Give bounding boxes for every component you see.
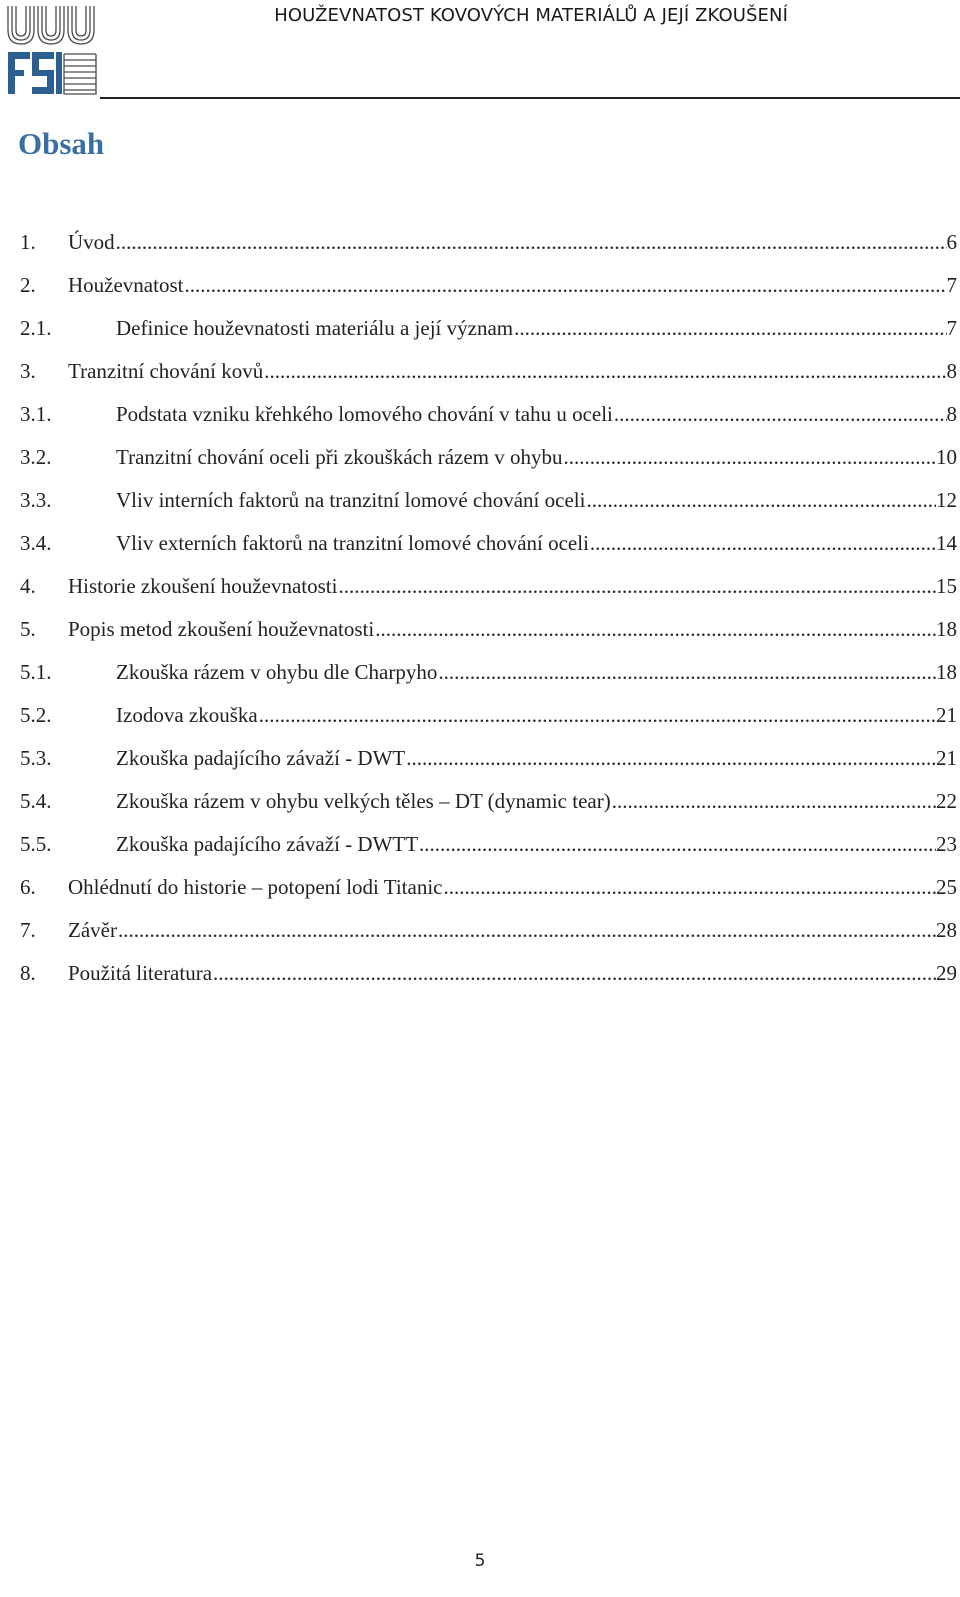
toc-entry-body [116,834,957,855]
toc-dot-leader [212,963,936,984]
toc-entry-title[interactable]: Historie zkoušení houževnatosti [68,574,338,598]
toc-entry-body [116,748,957,769]
toc-entry[interactable] [20,949,957,992]
toc-entry[interactable] [20,820,957,863]
toc-entry-title[interactable]: Ohlédnutí do historie – potopení lodi Titanic [68,875,443,899]
toc-entry-number: 2.1. [20,316,52,340]
toc-entry-page: 6 [946,230,957,254]
toc-entry-page: 14 [936,531,957,555]
fsi-logo [6,4,98,101]
toc-dot-leader [613,404,947,425]
toc-entry[interactable] [20,476,957,519]
toc-entry-page: 25 [936,875,957,899]
toc-dot-leader [513,318,946,339]
toc-entry-title[interactable]: Úvod [68,230,115,254]
toc-entry[interactable] [20,433,957,476]
toc-entry-title[interactable]: Zkouška rázem v ohybu dle Charpyho [116,660,438,684]
toc-entry-body [68,361,957,382]
toc-dot-leader [589,533,936,554]
toc-entry-number: 1. [20,230,36,254]
toc-dot-leader [437,662,936,683]
toc-entry[interactable] [20,218,957,261]
toc-dot-leader [183,275,946,296]
toc-entry-number: 4. [20,574,36,598]
toc-entry[interactable] [20,648,957,691]
toc-entry-page: 21 [936,746,957,770]
toc-entry-title[interactable]: Zkouška padajícího závaží - DWTT [116,832,419,856]
toc-entry-title[interactable]: Podstata vzniku křehkého lomového chování v tahu u oceli [116,402,613,426]
toc-entry-number: 6. [20,875,36,899]
toc-entry-title[interactable]: Vliv interních faktorů na tranzitní lomové chování oceli [116,488,586,512]
page-number: 5 [474,1551,486,1571]
toc-entry-body [116,490,957,511]
toc-entry-page: 28 [936,918,957,942]
toc-entry-number: 2. [20,273,36,297]
toc-entry-page: 8 [946,359,957,383]
header-title: HOUŽEVNATOST KOVOVÝCH MATERIÁLŮ A JEJÍ ZKOUŠENÍ [274,5,788,26]
toc-entry-title[interactable]: Tranzitní chování oceli při zkouškách rázem v ohybu [116,445,563,469]
toc-entry[interactable] [20,777,957,820]
page-header [0,0,960,100]
toc-entry-title[interactable]: Závěr [68,918,117,942]
toc-entry-title[interactable]: Popis metod zkoušení houževnatosti [68,617,375,641]
toc-dot-leader [585,490,936,511]
toc-dot-leader [258,705,936,726]
toc-dot-leader [263,361,946,382]
toc-entry-page: 7 [946,273,957,297]
toc-entry-page: 18 [936,617,957,641]
toc-entry-body [68,920,957,941]
toc-entry-number: 3. [20,359,36,383]
toc-entry-title[interactable]: Vliv externích faktorů na tranzitní lomové chování oceli [116,531,589,555]
toc-entry[interactable] [20,734,957,777]
toc-entry-body [116,318,957,339]
toc-entry-page: 15 [936,574,957,598]
toc-entry[interactable] [20,906,957,949]
toc-entry-title[interactable]: Zkouška rázem v ohybu velkých těles – DT (dynamic tear) [116,789,611,813]
toc-entry-page: 18 [936,660,957,684]
toc-entry-title[interactable]: Izodova zkouška [116,703,258,727]
toc-entry-page: 12 [936,488,957,512]
toc-entry-body [68,232,957,253]
toc-entry[interactable] [20,347,957,390]
toc-entry[interactable] [20,605,957,648]
toc-dot-leader [563,447,936,468]
toc-entry-body [68,877,957,898]
toc-entry-title[interactable]: Definice houževnatosti materiálu a její význam [116,316,514,340]
toc-entry-body [116,404,957,425]
toc-entry-body [68,275,957,296]
toc-dot-leader [115,232,947,253]
toc-entry-title[interactable]: Tranzitní chování kovů [68,359,264,383]
toc-entry-page: 8 [946,402,957,426]
toc-entry-number: 3.2. [20,445,52,469]
toc-entry-page: 22 [936,789,957,813]
toc-entry-number: 3.4. [20,531,52,555]
toc-dot-leader [374,619,936,640]
toc-entry-number: 5.4. [20,789,52,813]
toc-title: Obsah [18,126,105,161]
toc-entry[interactable] [20,691,957,734]
toc-entry-body [68,619,957,640]
toc-entry-body [116,533,957,554]
header-divider [100,97,960,99]
toc-entry-body [116,447,957,468]
toc-dot-leader [117,920,936,941]
toc-dot-leader [443,877,937,898]
toc-entry-page: 21 [936,703,957,727]
toc-dot-leader [611,791,936,812]
toc-entry-page: 10 [936,445,957,469]
toc-entry-body [68,963,957,984]
toc-entry-page: 29 [936,961,957,985]
toc-entry-body [116,662,957,683]
toc-entry-number: 5.2. [20,703,52,727]
toc-entry-title[interactable]: Použitá literatura [68,961,213,985]
toc-entry-number: 7. [20,918,36,942]
toc-entry-number: 5. [20,617,36,641]
toc-dot-leader [337,576,936,597]
toc-entry-title[interactable]: Zkouška padajícího závaží - DWT [116,746,406,770]
toc-dot-leader [405,748,936,769]
toc-entry[interactable] [20,562,957,605]
toc-entry-body [116,705,957,726]
toc-entry[interactable] [20,519,957,562]
table-of-contents [20,218,957,992]
toc-dot-leader [418,834,936,855]
toc-entry[interactable] [20,863,957,906]
toc-entry-body [116,791,957,812]
toc-entry[interactable] [20,390,957,433]
toc-entry-number: 3.1. [20,402,52,426]
toc-entry-title[interactable]: Houževnatost [68,273,184,297]
toc-entry-body [68,576,957,597]
fsi-logo-icon [6,4,98,96]
toc-entry-number: 5.1. [20,660,52,684]
toc-entry[interactable] [20,304,957,347]
toc-entry-page: 7 [946,316,957,340]
toc-entry-number: 3.3. [20,488,52,512]
toc-entry[interactable] [20,261,957,304]
toc-entry-number: 5.5. [20,832,52,856]
toc-entry-number: 5.3. [20,746,52,770]
toc-entry-number: 8. [20,961,36,985]
toc-entry-page: 23 [936,832,957,856]
